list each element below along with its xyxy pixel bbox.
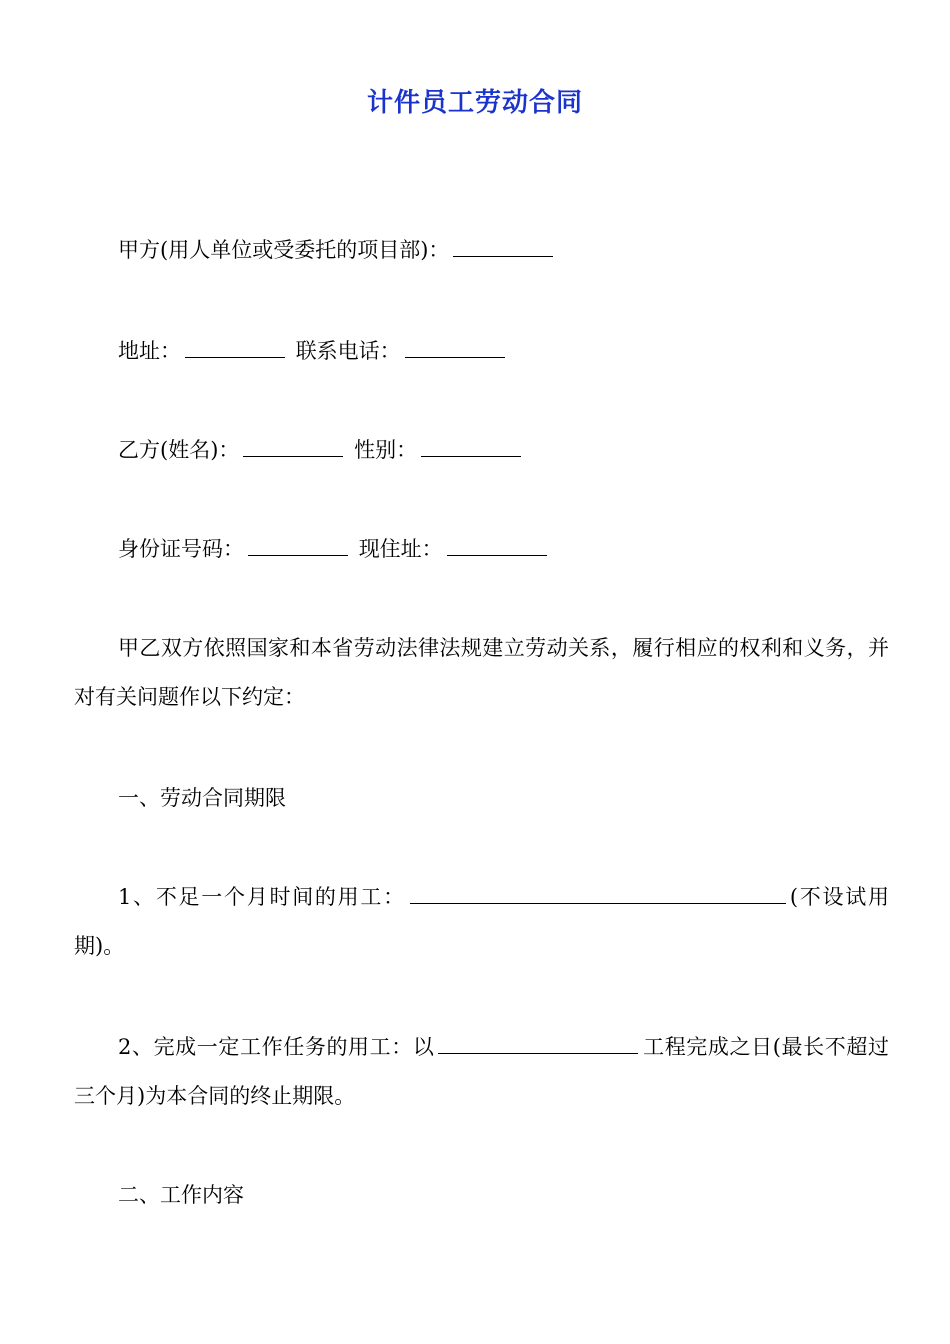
item1-prefix: 1、不足一个月时间的用工： xyxy=(118,885,406,909)
section1-heading: 一、劳动合同期限 xyxy=(118,786,286,810)
item2-blank[interactable] xyxy=(438,1031,638,1054)
party-b-name-blank[interactable] xyxy=(243,434,343,457)
item1-suffix: (不设试用期)。 xyxy=(74,885,889,958)
gender-label: 性别： xyxy=(354,438,418,462)
item1-blank[interactable] xyxy=(410,881,786,904)
party-b-row xyxy=(74,426,938,475)
party-a-label: 甲方(用人单位或受委托的项目部)： xyxy=(118,238,450,262)
party-a-blank[interactable] xyxy=(453,234,553,257)
id-row xyxy=(74,525,938,574)
item2-suffix: 工程完成之日(最长不超过三个月)为本合同的终止期限。 xyxy=(74,1035,889,1108)
residence-label: 现住址： xyxy=(358,537,443,561)
phone-label: 联系电话： xyxy=(295,339,401,363)
id-blank[interactable] xyxy=(248,533,348,556)
document-title: 计件员工劳动合同 xyxy=(366,88,583,118)
party-b-label: 乙方(姓名)： xyxy=(118,438,240,462)
address-row xyxy=(74,327,938,376)
gender-blank[interactable] xyxy=(421,434,521,457)
intro-paragraph: 甲乙双方依照国家和本省劳动法律法规建立劳动关系，履行相应的权利和义务，并对有关问题作以下约定： xyxy=(74,636,889,709)
section1-item1 xyxy=(74,873,889,971)
party-a-row xyxy=(74,226,938,275)
id-label: 身份证号码： xyxy=(118,537,244,561)
item2-prefix: 2、完成一定工作任务的用工：以 xyxy=(118,1035,435,1059)
address-label: 地址： xyxy=(118,339,181,363)
section1-item2 xyxy=(74,1023,889,1121)
phone-blank[interactable] xyxy=(405,335,505,358)
residence-blank[interactable] xyxy=(447,533,547,556)
address-blank[interactable] xyxy=(185,335,285,358)
section2-heading: 二、工作内容 xyxy=(118,1183,244,1207)
